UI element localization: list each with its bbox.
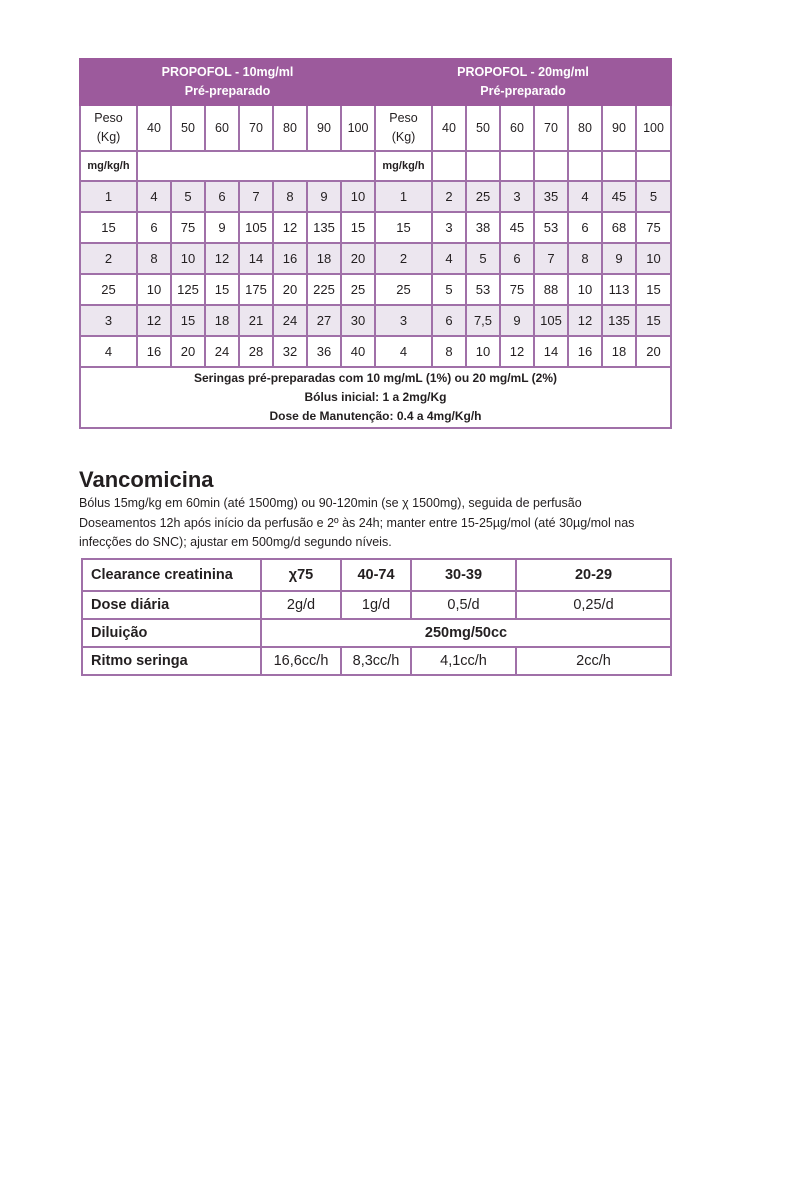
rate-cell: 40 [341, 336, 375, 367]
rate-cell: 5 [636, 181, 671, 212]
propofol-20-subtitle: Pré-preparado [480, 84, 566, 98]
rate-cell: 8 [568, 243, 602, 274]
rate-cell: 4 [432, 243, 466, 274]
diluicao-value: 250mg/50cc [261, 619, 671, 647]
dose-label-cell: 15 [375, 212, 432, 243]
rate-cell: 25 [341, 274, 375, 305]
rate-cell: 9 [500, 305, 534, 336]
rate-cell: 105 [239, 212, 273, 243]
unit-empty-cell [432, 151, 466, 181]
weight-cell: 60 [205, 105, 239, 151]
rate-cell: 4 [568, 181, 602, 212]
rate-cell: 20 [171, 336, 205, 367]
weight-cell: 100 [341, 105, 375, 151]
rate-cell: 68 [602, 212, 636, 243]
rate-cell: 6 [500, 243, 534, 274]
rate-cell: 16 [273, 243, 307, 274]
dose-value: 0,25/d [516, 591, 671, 619]
rate-cell: 27 [307, 305, 341, 336]
weight-cell: 40 [432, 105, 466, 151]
rate-cell: 18 [205, 305, 239, 336]
rate-cell: 8 [273, 181, 307, 212]
dose-label-cell: 1 [80, 181, 137, 212]
dose-label-cell: 25 [375, 274, 432, 305]
clearance-value: 20-29 [516, 559, 671, 591]
rate-cell: 10 [171, 243, 205, 274]
rate-cell: 12 [568, 305, 602, 336]
rate-cell: 15 [636, 274, 671, 305]
clearance-value: χ75 [261, 559, 341, 591]
rate-cell: 12 [137, 305, 171, 336]
rate-cell: 10 [341, 181, 375, 212]
rate-cell: 5 [171, 181, 205, 212]
unit-label-right: mg/kg/h [375, 151, 432, 181]
rate-cell: 15 [205, 274, 239, 305]
propofol-table [79, 58, 672, 429]
propofol-10-subtitle: Pré-preparado [184, 84, 271, 98]
vancomicina-table [81, 558, 672, 676]
weight-cell: 70 [534, 105, 568, 151]
rate-cell: 12 [205, 243, 239, 274]
weight-cell: 60 [500, 105, 534, 151]
rate-cell: 8 [432, 336, 466, 367]
ritmo-label: Ritmo seringa [82, 647, 261, 675]
rate-cell: 6 [205, 181, 239, 212]
rate-cell: 135 [602, 305, 636, 336]
dose-label-cell: 2 [375, 243, 432, 274]
vancomicina-title: Vancomicina [79, 467, 214, 492]
rate-cell: 16 [568, 336, 602, 367]
description-line: infecções do SNC); ajustar em 500mg/d segundo níveis. [79, 535, 392, 549]
weight-cell: 70 [239, 105, 273, 151]
dose-row [80, 274, 671, 305]
rate-cell: 88 [534, 274, 568, 305]
rate-cell: 10 [636, 243, 671, 274]
ritmo-row [82, 647, 671, 675]
rate-cell: 105 [534, 305, 568, 336]
propofol-dose-rows [80, 181, 671, 367]
rate-cell: 20 [636, 336, 671, 367]
vancomicina-description [79, 494, 679, 553]
rate-cell: 30 [341, 305, 375, 336]
dose-row [80, 305, 671, 336]
weight-cell: 90 [602, 105, 636, 151]
rate-cell: 113 [602, 274, 636, 305]
dose-row [80, 336, 671, 367]
footer-line: Bólus inicial: 1 a 2mg/Kg [304, 390, 447, 404]
rate-cell: 4 [137, 181, 171, 212]
rate-cell: 24 [205, 336, 239, 367]
rate-cell: 8 [137, 243, 171, 274]
unit-empty-cell [466, 151, 500, 181]
unit-empty-left [137, 151, 375, 181]
dose-row [80, 181, 671, 212]
peso-label-left: Peso (Kg) [80, 105, 137, 151]
rate-cell: 15 [636, 305, 671, 336]
weight-cell: 50 [466, 105, 500, 151]
propofol-20-header [375, 59, 671, 105]
rate-cell: 7,5 [466, 305, 500, 336]
rate-cell: 7 [239, 181, 273, 212]
rate-cell: 175 [239, 274, 273, 305]
diluicao-label: Diluição [82, 619, 261, 647]
weight-cell: 40 [137, 105, 171, 151]
dose-value: 2g/d [261, 591, 341, 619]
rate-cell: 15 [341, 212, 375, 243]
footer-line: Seringas pré-preparadas com 10 mg/mL (1%) ou 20 mg/mL (2%) [194, 371, 557, 385]
unit-empty-cell [534, 151, 568, 181]
description-line: Bólus 15mg/kg em 60min (até 1500mg) ou 90-120min (se χ 1500mg), seguida de perfusão [79, 496, 582, 510]
dose-label-cell: 3 [375, 305, 432, 336]
ritmo-value: 2cc/h [516, 647, 671, 675]
weight-cell: 90 [307, 105, 341, 151]
rate-cell: 18 [602, 336, 636, 367]
dose-row [80, 212, 671, 243]
clearance-row [82, 559, 671, 591]
rate-cell: 6 [137, 212, 171, 243]
unit-empty-cell [500, 151, 534, 181]
propofol-10-title: PROPOFOL - 10mg/ml [161, 65, 294, 79]
dose-label-cell: 4 [80, 336, 137, 367]
rate-cell: 75 [171, 212, 205, 243]
dose-label-cell: 2 [80, 243, 137, 274]
rate-cell: 20 [341, 243, 375, 274]
diluicao-row [82, 619, 671, 647]
rate-cell: 38 [466, 212, 500, 243]
peso-label-right: Peso (Kg) [375, 105, 432, 151]
rate-cell: 18 [307, 243, 341, 274]
rate-cell: 28 [239, 336, 273, 367]
rate-cell: 20 [273, 274, 307, 305]
rate-cell: 6 [432, 305, 466, 336]
rate-cell: 10 [568, 274, 602, 305]
rate-cell: 32 [273, 336, 307, 367]
rate-cell: 12 [500, 336, 534, 367]
rate-cell: 35 [534, 181, 568, 212]
rate-cell: 9 [205, 212, 239, 243]
weight-cell: 50 [171, 105, 205, 151]
rate-cell: 2 [432, 181, 466, 212]
rate-cell: 75 [500, 274, 534, 305]
dose-label-cell: 1 [375, 181, 432, 212]
weight-cell: 80 [568, 105, 602, 151]
unit-empty-cell [602, 151, 636, 181]
propofol-20-title: PROPOFOL - 20mg/ml [457, 65, 589, 79]
dose-label: Dose diária [82, 591, 261, 619]
rate-cell: 225 [307, 274, 341, 305]
dose-label-cell: 25 [80, 274, 137, 305]
rate-cell: 135 [307, 212, 341, 243]
weight-cell: 80 [273, 105, 307, 151]
rate-cell: 75 [636, 212, 671, 243]
dose-value: 1g/d [341, 591, 411, 619]
rate-cell: 45 [602, 181, 636, 212]
unit-row [80, 151, 671, 181]
ritmo-value: 16,6cc/h [261, 647, 341, 675]
description-line: Doseamentos 12h após início da perfusão e 2º às 24h; manter entre 15-25µg/mol (até 30µg/mol nas [79, 515, 635, 530]
rate-cell: 14 [534, 336, 568, 367]
rate-cell: 5 [432, 274, 466, 305]
clearance-value: 30-39 [411, 559, 516, 591]
rate-cell: 36 [307, 336, 341, 367]
rate-cell: 10 [137, 274, 171, 305]
dose-label-cell: 15 [80, 212, 137, 243]
dose-value: 0,5/d [411, 591, 516, 619]
unit-empty-cell [636, 151, 671, 181]
rate-cell: 125 [171, 274, 205, 305]
propofol-10-header [80, 59, 375, 105]
weight-header-row [80, 105, 671, 151]
rate-cell: 14 [239, 243, 273, 274]
rate-cell: 16 [137, 336, 171, 367]
unit-empty-cell [568, 151, 602, 181]
rate-cell: 3 [500, 181, 534, 212]
rate-cell: 45 [500, 212, 534, 243]
ritmo-value: 4,1cc/h [411, 647, 516, 675]
rate-cell: 53 [534, 212, 568, 243]
clearance-value: 40-74 [341, 559, 411, 591]
dose-row [80, 243, 671, 274]
rate-cell: 25 [466, 181, 500, 212]
dose-label-cell: 4 [375, 336, 432, 367]
rate-cell: 9 [307, 181, 341, 212]
dose-row [82, 591, 671, 619]
rate-cell: 7 [534, 243, 568, 274]
rate-cell: 12 [273, 212, 307, 243]
propofol-footer [80, 367, 671, 428]
rate-cell: 10 [466, 336, 500, 367]
rate-cell: 53 [466, 274, 500, 305]
unit-label-left: mg/kg/h [80, 151, 137, 181]
propofol-footer-row [80, 367, 671, 428]
rate-cell: 24 [273, 305, 307, 336]
ritmo-value: 8,3cc/h [341, 647, 411, 675]
rate-cell: 21 [239, 305, 273, 336]
rate-cell: 15 [171, 305, 205, 336]
rate-cell: 6 [568, 212, 602, 243]
dose-label-cell: 3 [80, 305, 137, 336]
rate-cell: 3 [432, 212, 466, 243]
weight-cell: 100 [636, 105, 671, 151]
footer-line: Dose de Manutenção: 0.4 a 4mg/Kg/h [269, 409, 482, 423]
rate-cell: 9 [602, 243, 636, 274]
clearance-label: Clearance creatinina [82, 559, 261, 591]
rate-cell: 5 [466, 243, 500, 274]
